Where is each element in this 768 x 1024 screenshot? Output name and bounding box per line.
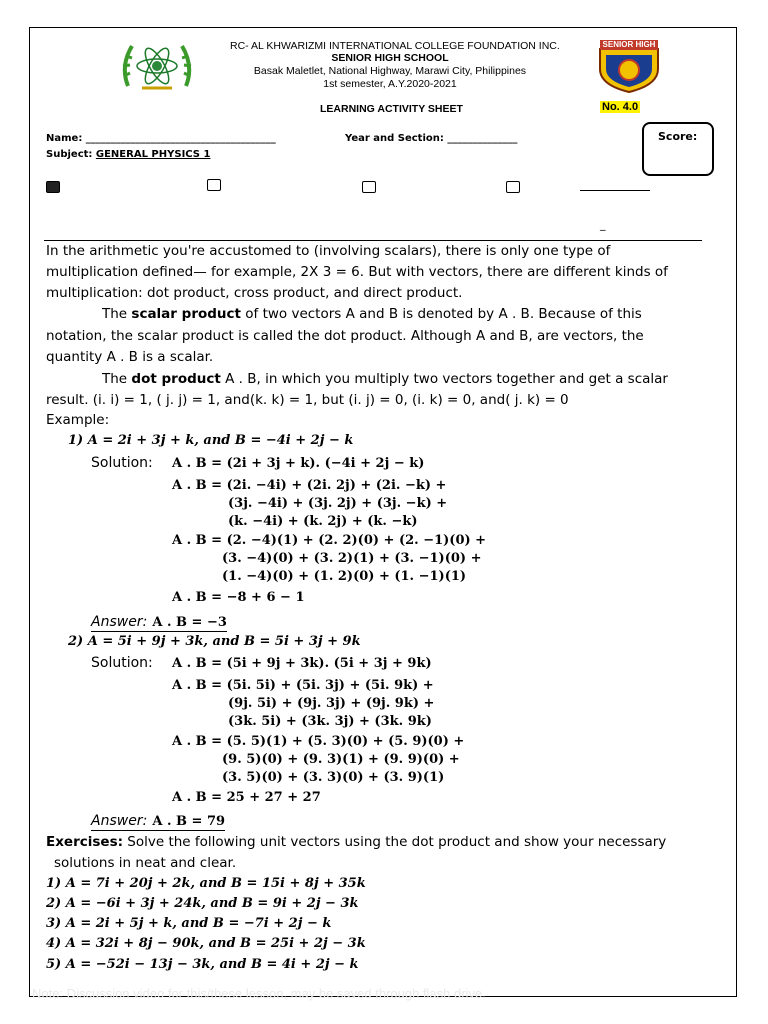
page-border bbox=[29, 27, 737, 997]
example-1-step-4: A . B = −8 + 6 − 1 bbox=[172, 590, 305, 605]
example-1-solution-label: Solution: bbox=[91, 455, 153, 471]
example-2-step-3b: (9. 5)(0) + (9. 3)(1) + (9. 9)(0) + bbox=[222, 752, 460, 767]
checkbox-4[interactable] bbox=[506, 181, 520, 193]
example-1-answer bbox=[91, 611, 227, 632]
example-1-answer-label: Answer: bbox=[91, 614, 148, 630]
dot-product-term: dot product bbox=[131, 371, 221, 387]
checkbox-2[interactable] bbox=[207, 179, 221, 191]
example-1-step-2a: A . B = (2i. −4i) + (2i. 2j) + (2i. −k) + bbox=[172, 478, 447, 493]
checkbox-3[interactable] bbox=[362, 181, 376, 193]
exercises-label: Exercises: bbox=[46, 834, 123, 850]
dot-line-1: The dot product A . B, in which you multiply two vectors together and get a scalar bbox=[102, 371, 668, 387]
scalar-line-2: notation, the scalar product is called the dot product. Although A and B, are vectors, the bbox=[46, 328, 644, 344]
example-2-step-3a: A . B = (5. 5)(1) + (5. 3)(0) + (5. 9)(0) + bbox=[172, 734, 465, 749]
score-box[interactable] bbox=[642, 122, 714, 176]
intro-line-1: In the arithmetic you're accustomed to (involving scalars), there is only one type of bbox=[46, 243, 611, 259]
senior-high-logo bbox=[596, 39, 662, 93]
example-1-step-2c: (k. −4i) + (k. 2j) + (k. −k) bbox=[228, 514, 418, 529]
dash-mark: _ bbox=[600, 218, 606, 231]
college-logo bbox=[118, 36, 196, 98]
example-2-step-2c: (3k. 5i) + (3k. 3j) + (3k. 9k) bbox=[228, 714, 432, 729]
school-name: SENIOR HIGH SCHOOL bbox=[331, 52, 449, 64]
example-2-step-1: A . B = (5i + 9j + 3k). (5i + 3j + 9k) bbox=[172, 656, 432, 671]
scalar-product-term: scalar product bbox=[131, 306, 241, 322]
exercises-instruction-line-1: Exercises: Solve the following unit vectors using the dot product and show your necessary bbox=[46, 834, 667, 850]
intro-line-2: multiplication defined— for example, 2X 3 = 6. But with vectors, there are different kinds of bbox=[46, 264, 668, 280]
example-1-step-3c: (1. −4)(0) + (1. 2)(0) + (1. −1)(1) bbox=[222, 569, 467, 584]
example-2-answer bbox=[91, 810, 225, 831]
example-2-answer-value: A . B = 79 bbox=[152, 814, 226, 829]
example-2-step-4: A . B = 25 + 27 + 27 bbox=[172, 790, 321, 805]
intro-line-3: multiplication: dot product, cross product, and direct product. bbox=[46, 285, 463, 301]
exercise-item-3: 3) A = 2i + 5j + k, and B = −7i + 2j − k bbox=[46, 916, 332, 931]
scalar-line-3: quantity A . B is a scalar. bbox=[46, 349, 214, 365]
footer-note: Note: Discussion video for this/these lesson, may be saved through flash drive. bbox=[32, 986, 486, 1001]
subject-line bbox=[46, 149, 210, 160]
example-1-step-2b: (3j. −4i) + (3j. 2j) + (3j. −k) + bbox=[228, 496, 448, 511]
example-label: Example: bbox=[46, 412, 110, 428]
institution-name: RC- AL KHWARIZMI INTERNATIONAL COLLEGE FOUNDATION INC. bbox=[230, 40, 560, 52]
example-2-solution-label: Solution: bbox=[91, 655, 153, 671]
score-label: Score: bbox=[658, 130, 698, 143]
exercise-item-4: 4) A = 32i + 8j − 90k, and B = 25i + 2j − 3k bbox=[46, 936, 366, 951]
example-1-step-1: A . B = (2i + 3j + k). (−4i + 2j − k) bbox=[172, 456, 425, 471]
dot-line-2: result. (i. i) = 1, ( j. j) = 1, and(k. k) = 1, but (i. j) = 0, (i. k) = 0, and( j. k) = 0 bbox=[46, 392, 569, 408]
name-field[interactable]: Name: ______________________________________ bbox=[46, 133, 276, 144]
sheet-title: LEARNING ACTIVITY SHEET bbox=[320, 103, 463, 115]
example-1-problem: 1) A = 2i + 3j + k, and B = −4i + 2j − k bbox=[68, 433, 354, 448]
example-2-step-2b: (9j. 5i) + (9j. 3j) + (9j. 9k) + bbox=[228, 696, 435, 711]
sheet-number: No. 4.0 bbox=[602, 101, 639, 113]
exercise-item-5: 5) A = −52i − 13j − 3k, and B = 4i + 2j − k bbox=[46, 957, 359, 972]
example-1-step-3a: A . B = (2. −4)(1) + (2. 2)(0) + (2. −1)(0) + bbox=[172, 533, 487, 548]
exercise-item-1: 1) A = 7i + 20j + 2k, and B = 15i + 8j + 35k bbox=[46, 876, 366, 891]
example-2-answer-label: Answer: bbox=[91, 813, 148, 829]
logo-text: SENIOR HIGH bbox=[602, 40, 656, 49]
subject-label: Subject: bbox=[46, 149, 96, 160]
example-2-problem: 2) A = 5i + 9j + 3k, and B = 5i + 3j + 9k bbox=[68, 634, 361, 649]
semester-text: 1st semester, A.Y.2020-2021 bbox=[323, 78, 457, 90]
checkbox-1[interactable] bbox=[46, 181, 60, 193]
exercises-instruction-line-2: solutions in neat and clear. bbox=[54, 855, 237, 871]
header-divider bbox=[44, 240, 702, 241]
blank-line bbox=[580, 190, 650, 191]
example-2-step-2a: A . B = (5i. 5i) + (5i. 3j) + (5i. 9k) + bbox=[172, 678, 434, 693]
example-1-answer-value: A . B = −3 bbox=[152, 615, 227, 630]
example-1-step-3b: (3. −4)(0) + (3. 2)(1) + (3. −1)(0) + bbox=[222, 551, 482, 566]
scalar-line-1: The scalar product of two vectors A and B is denoted by A . B. Because of this bbox=[102, 306, 642, 322]
example-2-step-3c: (3. 5)(0) + (3. 3)(0) + (3. 9)(1) bbox=[222, 770, 445, 785]
school-address: Basak Maletlet, National Highway, Marawi City, Philippines bbox=[253, 65, 527, 77]
subject-value: GENERAL PHYSICS 1 bbox=[95, 149, 211, 160]
exercise-item-2: 2) A = −6i + 3j + 24k, and B = 9i + 2j − 3k bbox=[46, 896, 359, 911]
year-section-field[interactable]: Year and Section: ______________ bbox=[345, 133, 518, 144]
